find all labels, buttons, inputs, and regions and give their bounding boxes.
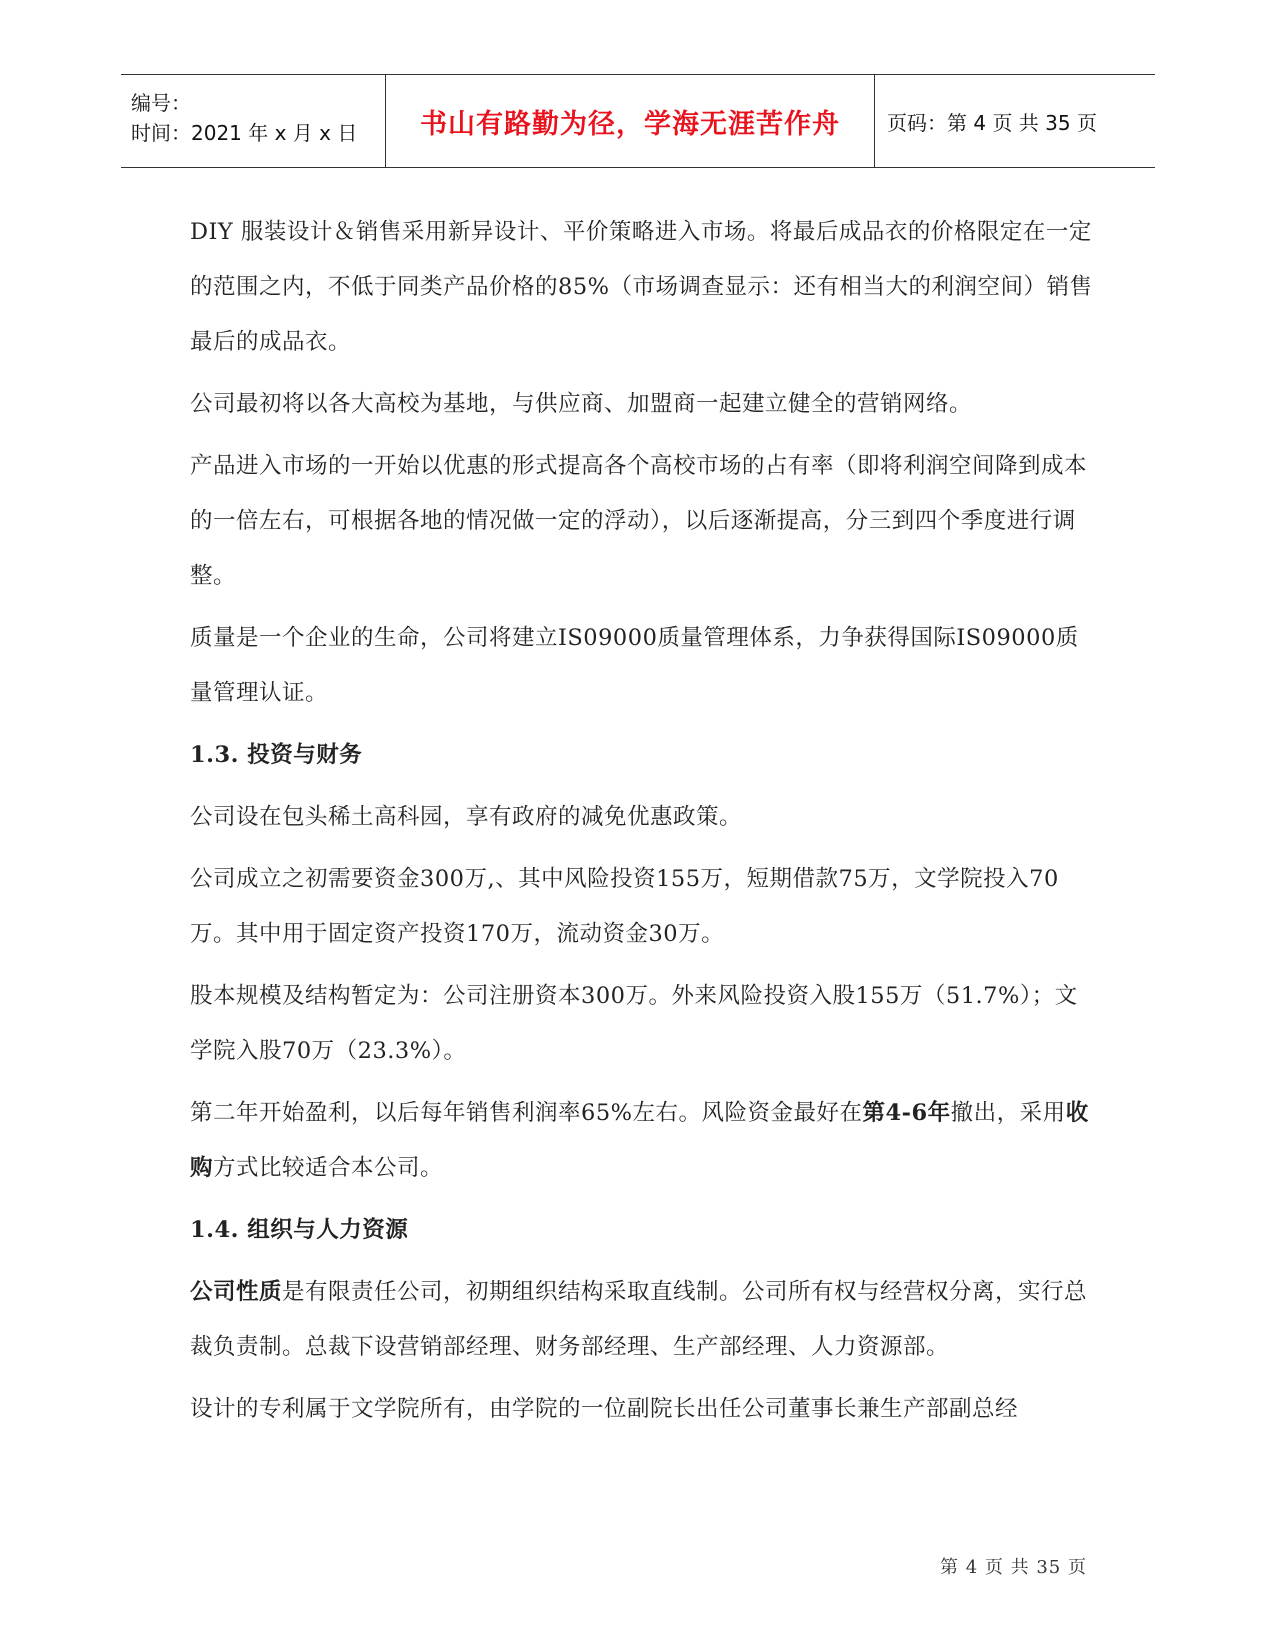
document-number-label: 编号： [131, 91, 191, 115]
paragraph: 产品进入市场的一开始以优惠的形式提高各个高校市场的占有率（即将利润空间降到成本的一倍左右，可根据各地的情况做一定的浮动），以后逐渐提高，分三到四个季度进行调整。 [190, 453, 1088, 589]
document-time-label: 时间：2021 年 x 月 x 日 [131, 121, 358, 145]
paragraph: 股本规模及结构暂定为：公司注册资本300万。外来风险投资入股155万（51.7%）；文学院入股70万（23.3%）。 [190, 983, 1078, 1064]
text-run: 第二年开始盈利，以后每年销售利润率65%左右。风险资金最好在 [190, 1100, 863, 1126]
paragraph: 质量是一个企业的生命，公司将建立IS09000质量管理体系，力争获得国际IS09000质量管理认证。 [190, 625, 1079, 706]
paragraph: 设计的专利属于文学院所有，由学院的一位副院长出任公司董事长兼生产部副总经 [190, 1396, 1019, 1422]
bold-text: 收购 [190, 1100, 1089, 1181]
header-meta [121, 75, 385, 167]
paragraph [190, 1086, 1095, 1196]
section-heading-1-4: 1.4. 组织与人力资源 [190, 1217, 409, 1243]
text-run: 方式比较适合本公司。 [213, 1155, 444, 1181]
page-footer: 第 4 页 共 35 页 [940, 1557, 1087, 1578]
section-heading-1-3: 1.3. 投资与财务 [190, 742, 363, 768]
bold-text: 第4-6年 [862, 1100, 951, 1126]
paragraph: 公司设在包头稀土高科园，享有政府的减免优惠政策。 [190, 804, 743, 830]
text-run: 是有限责任公司，初期组织结构采取直线制。公司所有权与经营权分离，实行总裁负责制。总裁下设营销部经理、财务部经理、生产部经理、人力资源部。 [190, 1279, 1088, 1360]
header-motto: 书山有路勤为径，学海无涯苦作舟 [385, 75, 875, 167]
paragraph: 公司最初将以各大高校为基地，与供应商、加盟商一起建立健全的营销网络。 [190, 391, 973, 417]
page-header [121, 74, 1155, 168]
bold-text: 公司性质 [190, 1279, 283, 1305]
document-body [190, 205, 1095, 1437]
text-run: 撤出，采用 [950, 1100, 1066, 1126]
paragraph: DIY 服装设计＆销售采用新异设计、平价策略进入市场。将最后成品衣的价格限定在一定的范围之内，不低于同类产品价格的85%（市场调查显示：还有相当大的利润空间）销售最后的成品衣。 [190, 219, 1093, 355]
header-page-info: 页码：第 4 页 共 35 页 [887, 110, 1097, 135]
paragraph: 公司成立之初需要资金300万,、其中风险投资155万，短期借款75万，文学院投入70万。其中用于固定资产投资170万，流动资金30万。 [190, 866, 1059, 947]
paragraph [190, 1265, 1095, 1375]
